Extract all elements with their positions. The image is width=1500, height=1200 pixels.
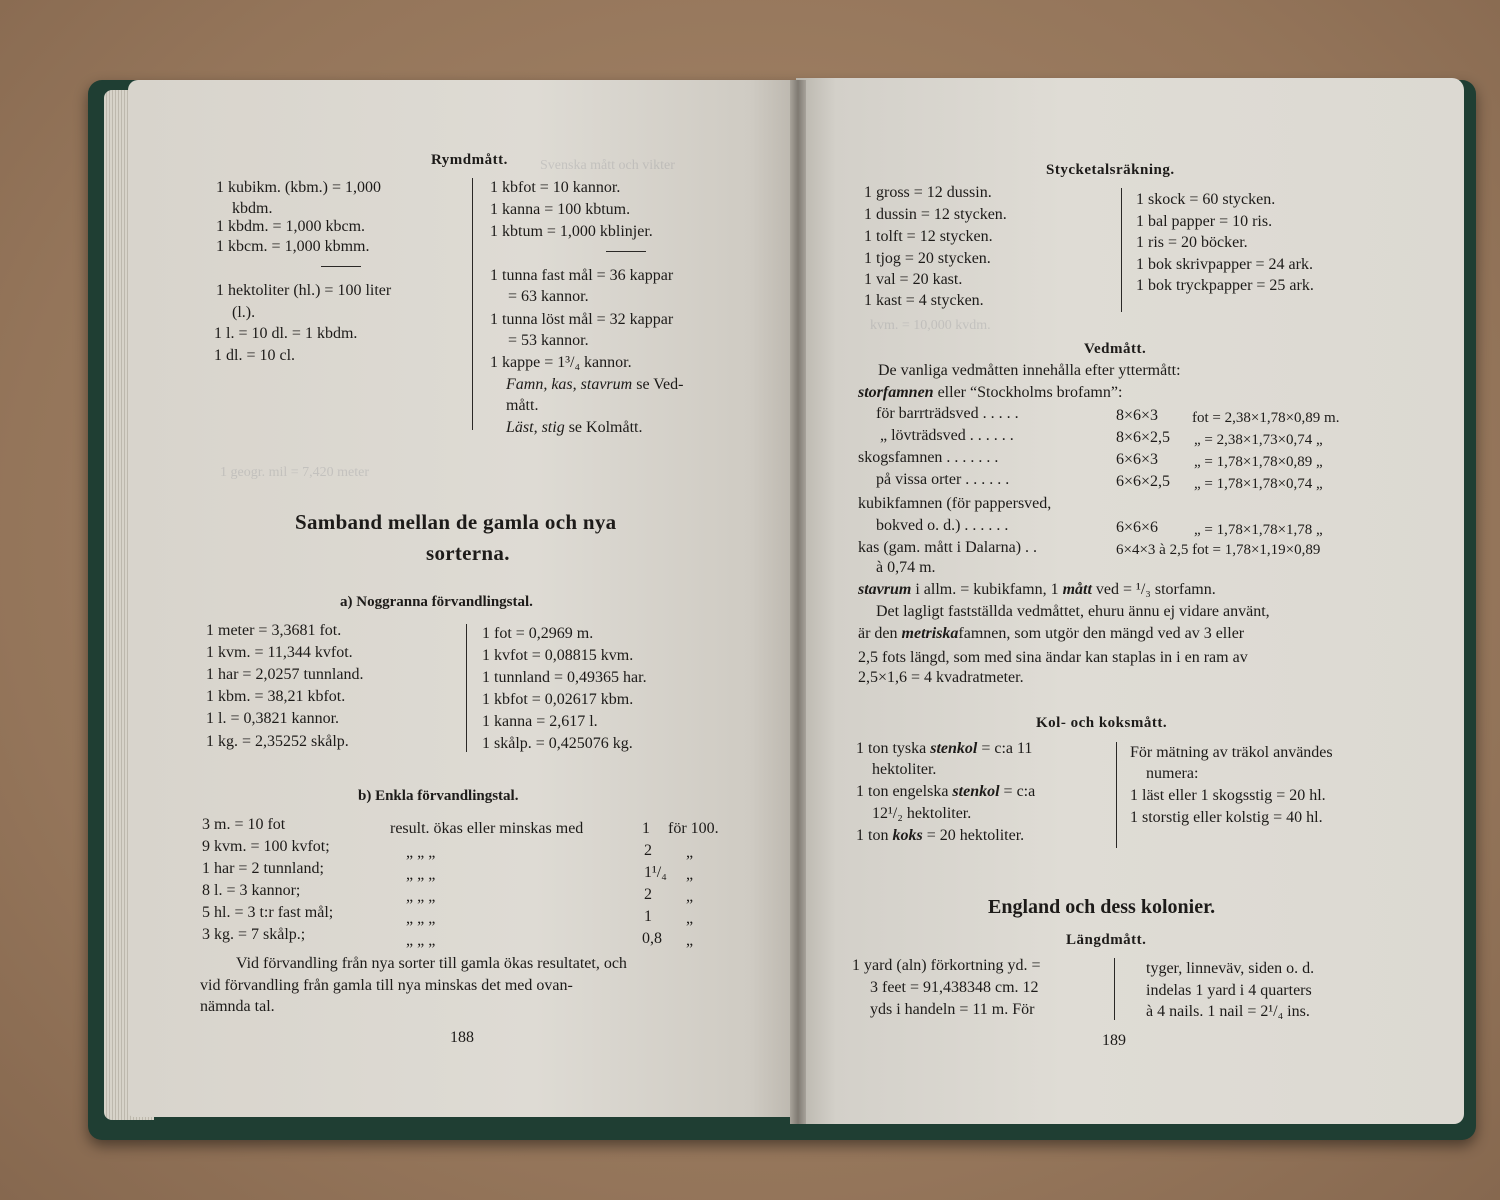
styck-col1-line: 1 val = 20 kast. <box>864 271 963 288</box>
b-row-c: 1 <box>642 820 650 837</box>
kol-col1-line: 12¹/₂ hektoliter. <box>872 805 972 822</box>
b-row-b: „ „ „ <box>406 866 436 883</box>
b-row-c: 0,8 <box>642 930 662 947</box>
styck-col1-line: 1 gross = 12 dussin. <box>864 184 992 201</box>
rymd-col1-line: 1 kubikm. (kbm.) = 1,000 <box>216 179 382 196</box>
langd-col1-line: 1 yard (aln) förkortning yd. = <box>852 957 1041 974</box>
ved-row-label: på vissa orter . . . . . . <box>876 471 1010 488</box>
kol-col2-line: 1 läst eller 1 skogsstig = 20 hl. <box>1130 787 1326 804</box>
b-row-a: 3 kg. = 7 skålp.; <box>202 926 306 943</box>
divider <box>606 251 646 252</box>
a-heading: a) Noggranna förvandlingstal. <box>340 594 533 610</box>
kol-col2-line: För mätning av träkol användes <box>1130 744 1333 761</box>
langd-col2-line: indelas 1 yard i 4 quarters <box>1146 982 1312 999</box>
text-run: = c:a 11 <box>977 740 1033 757</box>
rymd-col1-line: 1 dl. = 10 cl. <box>214 347 296 364</box>
rymd-col2-line: 1 tunna fast mål = 36 kappar <box>490 267 674 284</box>
rymd-col1-line: 1 kbdm. = 1,000 kbcm. <box>216 218 366 235</box>
b-row-c: 2 <box>644 886 652 903</box>
rymd-col1-line: 1 hektoliter (hl.) = 100 liter <box>216 282 392 299</box>
b-row-d: „ <box>686 910 694 927</box>
page-number-left: 188 <box>450 1029 474 1046</box>
a-col1-line: 1 kvm. = 11,344 kvfot. <box>206 644 353 661</box>
a-col1-line: 1 kbm. = 38,21 kbfot. <box>206 688 346 705</box>
rymd-last-rest: se Kolmått. <box>564 419 643 436</box>
column-rule <box>1114 958 1115 1020</box>
ved-kubik-dim: 6×6×6 <box>1116 519 1159 536</box>
b-row-b: „ „ „ <box>406 844 436 861</box>
stavrum-rest2: ved = ¹/₃ storfamn. <box>1091 581 1216 598</box>
text-run: = c:a <box>999 783 1036 800</box>
text-run: famnen, <box>958 625 1011 642</box>
ved-stavrum-line <box>858 580 1216 600</box>
b-row-c: 1 <box>644 908 652 925</box>
page-number-right: 189 <box>1102 1032 1126 1049</box>
ved-kubik-line1: kubikfamnen (för pappersved, <box>858 495 1052 512</box>
a-col1-line: 1 meter = 3,3681 fot. <box>206 622 342 639</box>
rymd-col2-line: 1 kanna = 100 kbtum. <box>490 201 631 218</box>
kol-col1-line <box>856 782 1035 802</box>
ved-heading: Vedmått. <box>1084 341 1147 357</box>
rymd-last-italic: Läst, stig <box>506 419 565 436</box>
styck-col2-line: 1 bok tryckpapper = 25 ark. <box>1136 277 1314 294</box>
rymd-col1-line: 1 kbcm. = 1,000 kbmm. <box>216 238 370 255</box>
kol-col2-line: numera: <box>1146 765 1199 782</box>
b-heading: b) Enkla förvandlingstal. <box>358 788 519 804</box>
b-row-c: 1¹/₄ <box>644 864 667 881</box>
rymd-col2-line: 1 tunna löst mål = 32 kappar <box>490 311 674 328</box>
samband-heading-line2: sorterna. <box>426 541 510 565</box>
koks-term: koks <box>892 827 923 844</box>
kol-heading: Kol- och koksmått. <box>1036 715 1168 731</box>
rymd-famn-line <box>506 375 683 395</box>
ved-kubik-line2: bokved o. d.) . . . . . . <box>876 517 1009 534</box>
paragraph-line <box>858 624 1244 644</box>
column-rule <box>466 624 467 752</box>
b-row-b: „ „ „ <box>406 932 436 949</box>
langd-col2-line: à 4 nails. 1 nail = 2¹/₄ ins. <box>1146 1003 1310 1020</box>
b-row-a: 8 l. = 3 kannor; <box>202 882 301 899</box>
paragraph-line: 2,5×1,6 = 4 kvadratmeter. <box>858 669 1024 686</box>
kol-col1-line: hektoliter. <box>872 761 937 778</box>
storfamnen-term: storfamnen <box>858 384 934 401</box>
b-row-d: „ <box>686 844 694 861</box>
ved-kas-dim: 6×4×3 à 2,5 fot = 1,78×1,19×0,89 <box>1116 542 1321 558</box>
a-col1-line: 1 kg. = 2,35252 skålp. <box>206 733 349 750</box>
b-row-b: „ „ „ <box>406 888 436 905</box>
styck-col2-line: 1 bal papper = 10 ris. <box>1136 213 1273 230</box>
ved-row-dim: 8×6×2,5 <box>1116 429 1171 446</box>
paragraph-line: 2,5 fots längd, som med sina ändar kan staplas in i en ram av <box>858 649 1248 666</box>
ved-row-dim: 6×6×2,5 <box>1116 473 1171 490</box>
paragraph-line: Det lagligt fastställda vedmåttet, ehuru ännu ej vidare använt, <box>876 603 1270 620</box>
langd-col2-line: tyger, linneväv, siden o. d. <box>1146 960 1315 977</box>
b-row-a: 3 m. = 10 fot <box>202 816 286 833</box>
storfamnen-rest: eller “Stockholms brofamn”: <box>933 384 1123 401</box>
ved-kas-line1: kas (gam. mått i Dalarna) . . <box>858 539 1038 556</box>
text-run: är den <box>858 625 902 642</box>
divider <box>321 266 361 267</box>
metriska-term: metriska <box>901 625 959 642</box>
ved-row-dim: 8×6×3 <box>1116 407 1159 424</box>
rymd-col2-line: = 63 kannor. <box>508 288 589 305</box>
a-col2-line: 1 tunnland = 0,49365 har. <box>482 669 647 686</box>
ved-row-eq: „ = 2,38×1,73×0,74 „ <box>1194 432 1323 448</box>
a-col1-line: 1 har = 2,0257 tunnland. <box>206 666 364 683</box>
rymd-famn-line2: mått. <box>506 397 539 414</box>
text-run: 1 ton engelska <box>856 783 953 800</box>
b-row-a: 5 hl. = 3 t:r fast mål; <box>202 904 334 921</box>
a-col2-line: 1 kanna = 2,617 l. <box>482 713 598 730</box>
ved-storfamnen-line <box>858 383 1122 403</box>
styck-heading: Stycketalsräkning. <box>1046 162 1175 178</box>
styck-col2-line: 1 skock = 60 stycken. <box>1136 191 1276 208</box>
ved-kas-line2: à 0,74 m. <box>876 559 936 576</box>
column-rule <box>472 178 473 430</box>
paragraph-line: Vid förvandling från nya sorter till gamla ökas resultatet, och <box>236 955 627 972</box>
ved-row-eq: „ = 1,78×1,78×0,74 „ <box>1194 476 1323 492</box>
langd-heading: Längdmått. <box>1066 932 1147 948</box>
kol-col1-line <box>856 739 1032 759</box>
kol-col1-line <box>856 826 1024 846</box>
b-row-a: 1 har = 2 tunnland; <box>202 860 324 877</box>
column-rule <box>1121 188 1122 312</box>
paragraph-line: nämnda tal. <box>200 998 275 1015</box>
matt-term: mått <box>1062 581 1092 598</box>
ved-kubik-eq: „ = 1,78×1,78×1,78 „ <box>1194 522 1323 538</box>
rymd-last-line <box>506 418 642 438</box>
bleed-through: kvm. = 10,000 kvdm. <box>870 318 991 333</box>
text-run: = 20 hektoliter. <box>922 827 1025 844</box>
stavrum-rest1: i allm. = kubikfamn, 1 <box>911 581 1063 598</box>
column-rule <box>1116 742 1117 848</box>
a-col1-line: 1 l. = 0,3821 kannor. <box>206 710 340 727</box>
ved-row-eq: fot = 2,38×1,78×0,89 m. <box>1192 410 1340 426</box>
styck-col1-line: 1 dussin = 12 stycken. <box>864 206 1007 223</box>
langd-col1-line: 3 feet = 91,438348 cm. 12 <box>870 979 1039 996</box>
b-row-d: „ <box>686 888 694 905</box>
b-row-d: „ <box>686 932 694 949</box>
stavrum-term: stavrum <box>858 581 912 598</box>
b-row-d: „ <box>686 866 694 883</box>
ved-row-label: skogsfamnen . . . . . . . <box>858 449 999 466</box>
stenkol-term: stenkol <box>930 740 978 757</box>
rymd-col2-line: 1 kbtum = 1,000 kblinjer. <box>490 223 653 240</box>
styck-col1-line: 1 tjog = 20 stycken. <box>864 250 991 267</box>
rymd-famn-rest: se Ved- <box>632 376 684 393</box>
a-col2-line: 1 skålp. = 0,425076 kg. <box>482 735 633 752</box>
rymd-col2-line: 1 kbfot = 10 kannor. <box>490 179 621 196</box>
rymd-col2-line: 1 kappe = 1³/₄ kannor. <box>490 354 632 371</box>
ved-row-dim: 6×6×3 <box>1116 451 1159 468</box>
ved-row-label: „ lövträdsved . . . . . . <box>880 427 1014 444</box>
a-col2-line: 1 kvfot = 0,08815 kvm. <box>482 647 634 664</box>
samband-heading-line1: Samband mellan de gamla och nya <box>295 510 617 534</box>
rymd-col1-line: (l.). <box>232 304 256 321</box>
text-run: som utgör den mängd ved av 3 eller <box>1010 625 1245 642</box>
b-row-c: 2 <box>644 842 652 859</box>
england-heading: England och dess kolonier. <box>988 896 1216 918</box>
kol-col2-line: 1 storstig eller kolstig = 40 hl. <box>1130 809 1323 826</box>
ved-row-label: för barrträdsved . . . . . <box>876 405 1019 422</box>
rymd-col1-line: kbdm. <box>232 200 273 217</box>
b-row-d: för 100. <box>668 820 719 837</box>
b-row-b: result. ökas eller minskas med <box>390 820 584 837</box>
stenkol-term: stenkol <box>952 783 1000 800</box>
text-run: 1 ton tyska <box>856 740 931 757</box>
styck-col1-line: 1 kast = 4 stycken. <box>864 292 984 309</box>
langd-col1-line: yds i handeln = 11 m. För <box>870 1001 1035 1018</box>
book-gutter <box>790 80 806 1124</box>
ved-row-eq: „ = 1,78×1,78×0,89 „ <box>1194 454 1323 470</box>
rymd-heading: Rymdmått. <box>431 152 508 168</box>
styck-col1-line: 1 tolft = 12 stycken. <box>864 228 993 245</box>
b-row-a: 9 kvm. = 100 kvfot; <box>202 838 330 855</box>
bleed-through: 1 geogr. mil = 7,420 meter <box>220 465 370 480</box>
bleed-through: Svenska mått och vikter <box>540 158 675 173</box>
text-run: 1 ton <box>856 827 893 844</box>
a-col2-line: 1 kbfot = 0,02617 kbm. <box>482 691 634 708</box>
paragraph-line: vid förvandling från gamla till nya minskas det med ovan- <box>200 977 573 994</box>
rymd-famn-italic: Famn, kas, stavrum <box>506 376 633 393</box>
rymd-col2-line: = 53 kannor. <box>508 332 589 349</box>
rymd-col1-line: 1 l. = 10 dl. = 1 kbdm. <box>214 325 358 342</box>
b-row-b: „ „ „ <box>406 910 436 927</box>
ved-intro: De vanliga vedmåtten innehålla efter yttermått: <box>878 362 1181 379</box>
a-col2-line: 1 fot = 0,2969 m. <box>482 625 594 642</box>
styck-col2-line: 1 bok skrivpapper = 24 ark. <box>1136 256 1313 273</box>
styck-col2-line: 1 ris = 20 böcker. <box>1136 234 1248 251</box>
